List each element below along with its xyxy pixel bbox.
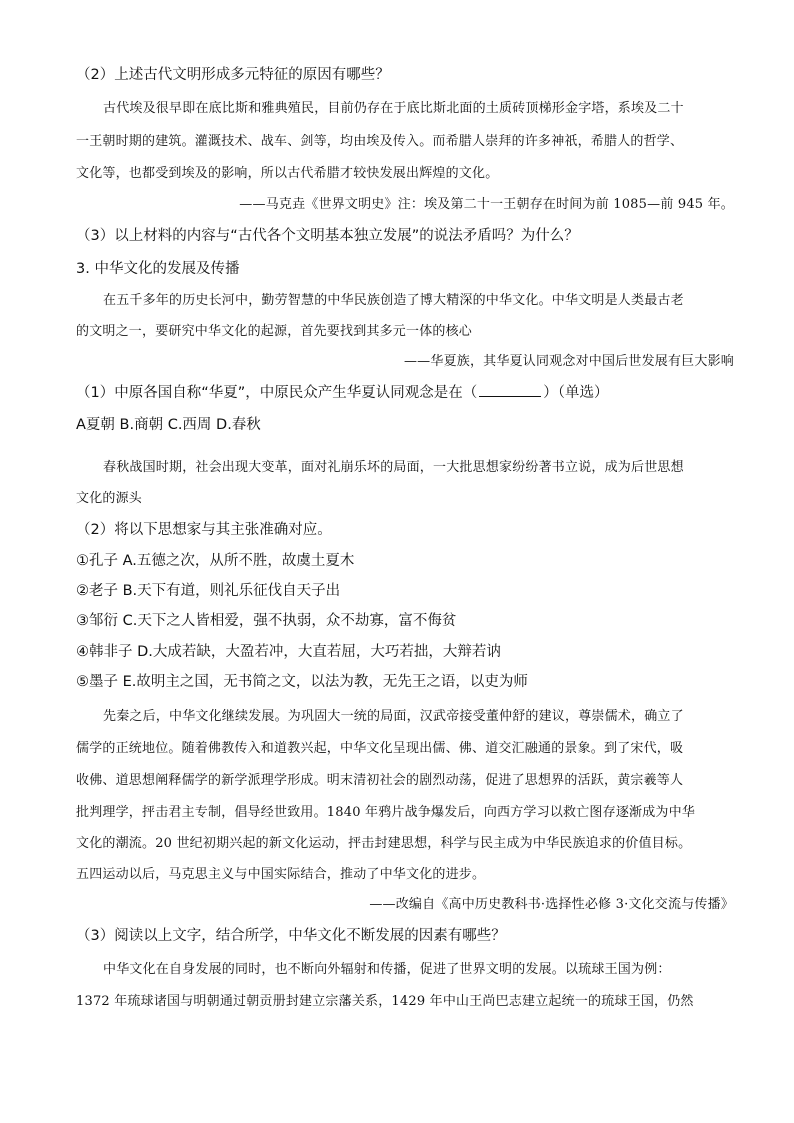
match-row: ③邹衍 C.天下之人皆相爱，强不执弱，众不劫寡，富不侮贫 (76, 613, 457, 629)
history-line: 先秦之后，中华文化继续发展。为巩固大一统的局面，汉武帝接受董仲舒的建议，尊崇儒术，确立了 (103, 709, 684, 724)
section-heading: 3. 中华文化的发展及传播 (76, 261, 240, 277)
material-source: ——马克垚《世界文明史》注：埃及第二十一王朝存在时间为前 1085—前 945 年。 (239, 197, 734, 212)
material-line: 一王朝时期的建筑。灌溉技术、战车、剑等，均由埃及传入。而希腊人崇拜的许多神祇，希腊人的哲学、 (76, 134, 684, 149)
history-line: 儒学的正统地位。随着佛教传入和道教兴起，中华文化呈现出儒、佛、道交汇融通的景象。到了宋代，吸 (76, 741, 684, 756)
spring-autumn-line: 春秋战国时期，社会出现大变革，面对礼崩乐坏的局面，一大批思想家纷纷著书立说，成为后世思想 (103, 460, 684, 475)
match-row: ②老子 B.天下有道，则礼乐征伐自天子出 (76, 583, 341, 599)
match-row: ④韩非子 D.大成若缺，大盈若冲，大直若屈，大巧若拙，大辩若讷 (76, 644, 501, 660)
intro-line: 在五千多年的历史长河中，勤劳智慧的中华民族创造了博大精深的中华文化。中华文明是人类最古老 (103, 293, 684, 308)
question-text-tail: ）（单选） (543, 385, 609, 401)
spread-line: 1372 年琉球诸国与明朝通过朝贡册封建立宗藩关系，1429 年中山王尚巴志建立起统一的琉球王国，仍然 (76, 994, 694, 1009)
history-line: 文化的潮流。20 世纪初期兴起的新文化运动，抨击封建思想，科学与民主成为中华民族追求的价值目标。 (76, 836, 692, 851)
question-1-huaxia (76, 381, 609, 402)
question-text: （1）中原各国自称“华夏”，中原民众产生华夏认同观念是在（ (76, 385, 478, 401)
answer-options: A夏朝 B.商朝 C.西周 D.春秋 (76, 417, 261, 433)
match-row: ⑤墨子 E.故明主之国，无书简之文，以法为教，无先王之语，以吏为师 (76, 674, 528, 690)
match-row: ①孔子 A.五德之次，从所不胜，故虞土夏木 (76, 553, 355, 569)
question-2-civ-diversity: （2）上述古代文明形成多元特征的原因有哪些？ (76, 67, 390, 83)
history-source: ——改编自《高中历史教科书·选择性必修 3·文化交流与传播》 (369, 897, 734, 912)
intro-source: ——华夏族，其华夏认同观念对中国后世发展有巨大影响 (403, 354, 734, 369)
spring-autumn-line: 文化的源头 (76, 491, 143, 506)
material-line: 文化等，也都受到埃及的影响，所以古代希腊才较快发展出辉煌的文化。 (76, 166, 499, 181)
history-line: 收佛、道思想阐释儒学的新学派理学形成。明末清初社会的剧烈动荡，促进了思想界的活跃，黄宗羲等人 (76, 773, 684, 788)
question-2-matching: （2）将以下思想家与其主张准确对应。 (76, 522, 332, 538)
intro-line: 的文明之一，要研究中华文化的起源，首先要找到其多元一体的核心 (76, 324, 473, 339)
history-line: 五四运动以后，马克思主义与中国实际结合，推动了中华文化的进步。 (76, 867, 486, 882)
history-line: 批判理学，抨击君主专制，倡导经世致用。1840 年鸦片战争爆发后，向西方学习以救亡图存逐渐成为中华 (76, 805, 696, 820)
spread-line: 中华文化在自身发展的同时，也不断向外辐射和传播，促进了世界文明的发展。以琉球王国为例： (103, 962, 671, 977)
answer-blank (479, 395, 541, 397)
question-3-contradiction: （3）以上材料的内容与“古代各个文明基本独立发展”的说法矛盾吗？为什么？ (76, 228, 579, 244)
material-line: 古代埃及很早即在底比斯和雅典殖民，目前仍存在于底比斯北面的土质砖顶梯形金字塔，系埃及二十 (103, 101, 684, 116)
question-3-factors: （3）阅读以上文字，结合所学，中华文化不断发展的因素有哪些？ (76, 928, 506, 944)
